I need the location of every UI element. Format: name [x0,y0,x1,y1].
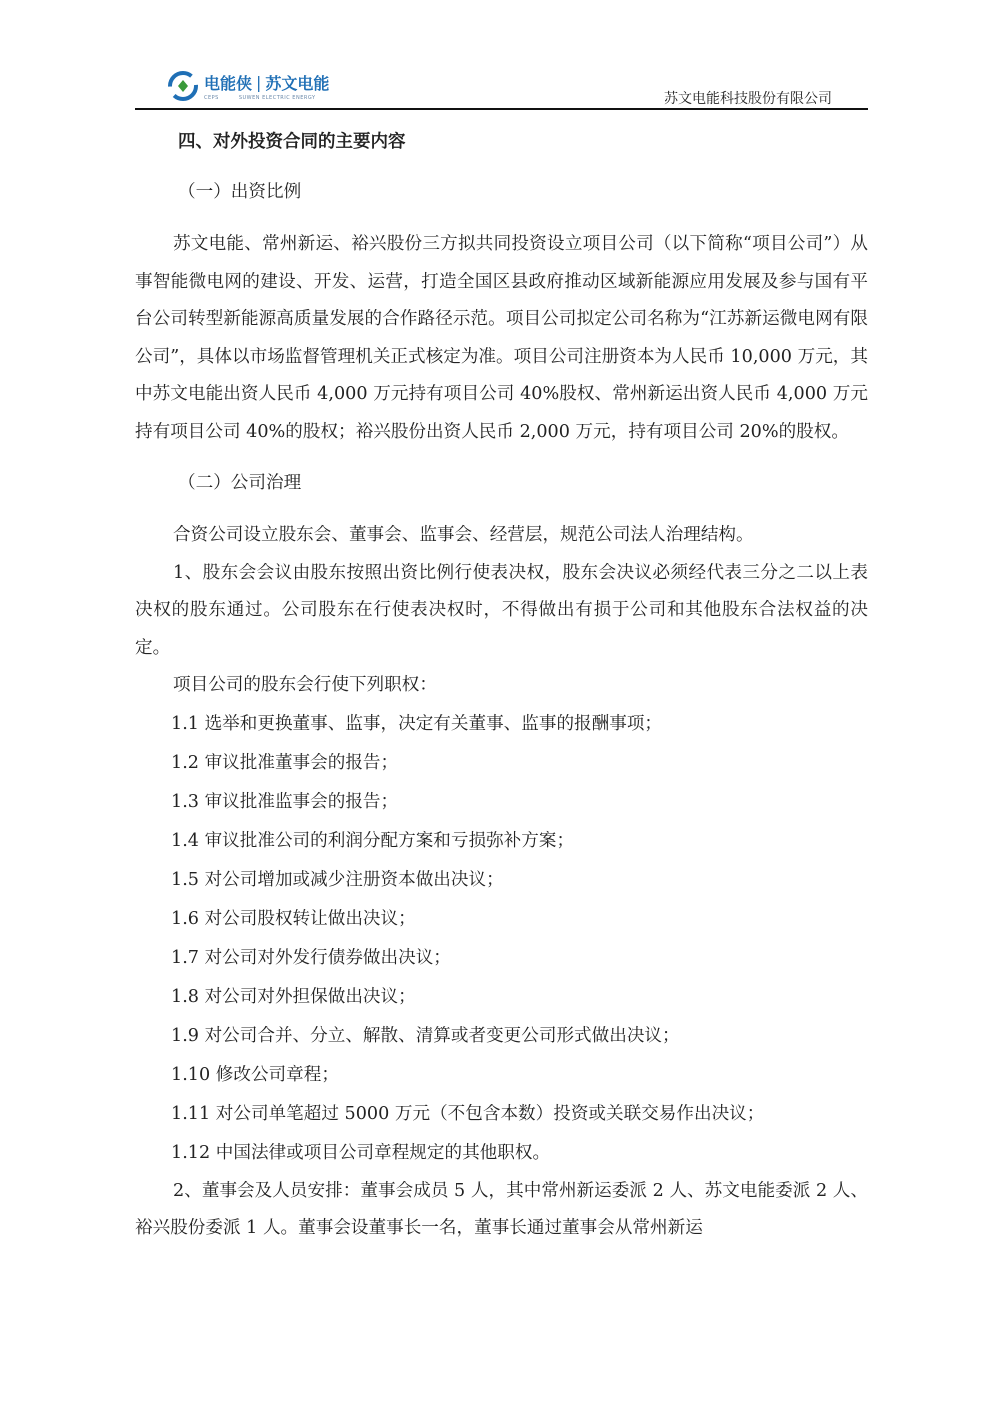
list-item: 1.2 审议批准董事会的报告； [171,752,399,773]
paragraph-shareholders-meeting: 1、股东会会议由股东按照出资比例行使表决权，股东会决议必须经代表三分之二以上表决权的股东通过。公司股东在行使表决权时，不得做出有损于公司和其他股东合法权益的决定。 [135,562,868,658]
logo-brand-b: 苏文电能 [265,74,330,93]
list-item: 1.10 修改公司章程； [171,1064,339,1085]
page-header [0,0,1000,112]
company-logo [168,66,336,106]
list-item: 1.3 审议批准监事会的报告； [171,791,399,812]
logo-mark-icon [168,71,198,101]
paragraph-governance-intro: 合资公司设立股东会、董事会、监事会、经营层，规范公司法人治理结构。 [173,525,754,545]
header-divider [135,108,868,110]
list-item: 1.12 中国法律或项目公司章程规定的其他职权。 [171,1142,551,1163]
subsection-title-capital: （一）出资比例 [178,182,302,202]
paragraph-capital-ratio: 苏文电能、常州新运、裕兴股份三方拟共同投资设立项目公司（以下简称“项目公司”）从事智能微电网的建设、开发、运营，打造全国区县政府推动区域新能源应用发展及参与国有平台公司转型新能源高质量发展的合作路径示范。项目公司拟定公司名称为“江苏新运微电网有限公司”，具体以市场监督管理机关正式核定为准。项目公司注册资本为人民币 10,000 万元，其中苏文电能出资人民币 4,000 万元持有项目公司 40%股权、常州新运出资人民币 4,000 万元持有项目公司 40%的股权；裕兴股份出资人民币 2,000 万元，持有项目公司 20%的股权。 [135,234,868,442]
document-body [135,124,868,1248]
list-item: 1.7 对公司对外发行债券做出决议； [171,947,451,968]
logo-sub-a: CEPS [204,95,219,101]
logo-sub-b: SUWEN ELECTRIC ENERGY [238,95,316,101]
list-item: 1.6 对公司股权转让做出决议； [171,908,416,929]
list-item: 1.5 对公司增加或减少注册资本做出决议； [171,869,504,890]
paragraph-board-arrangement: 2、董事会及人员安排：董事会成员 5 人，其中常州新运委派 2 人、苏文电能委派 2 人、裕兴股份委派 1 人。董事会设董事长一名，董事长通过董事会从常州新运 [135,1180,868,1238]
list-item: 1.9 对公司合并、分立、解散、清算或者变更公司形式做出决议； [171,1025,680,1046]
logo-separator: | [256,73,262,92]
list-item: 1.11 对公司单笔超过 5000 万元（不包含本数）投资或关联交易作出决议； [171,1103,765,1124]
company-name: 苏文电能科技股份有限公司 [664,91,832,107]
list-item: 1.4 审议批准公司的利润分配方案和亏损弥补方案； [171,830,575,851]
paragraph-powers-intro: 项目公司的股东会行使下列职权： [173,675,437,695]
subsection-title-governance: （二）公司治理 [178,473,302,493]
section-title: 四、对外投资合同的主要内容 [178,132,406,152]
list-item: 1.8 对公司对外担保做出决议； [171,986,416,1007]
list-item: 1.1 选举和更换董事、监事，决定有关董事、监事的报酬事项； [171,713,663,734]
powers-list [135,705,868,1173]
logo-brand-a: 电能侠 [204,74,253,93]
